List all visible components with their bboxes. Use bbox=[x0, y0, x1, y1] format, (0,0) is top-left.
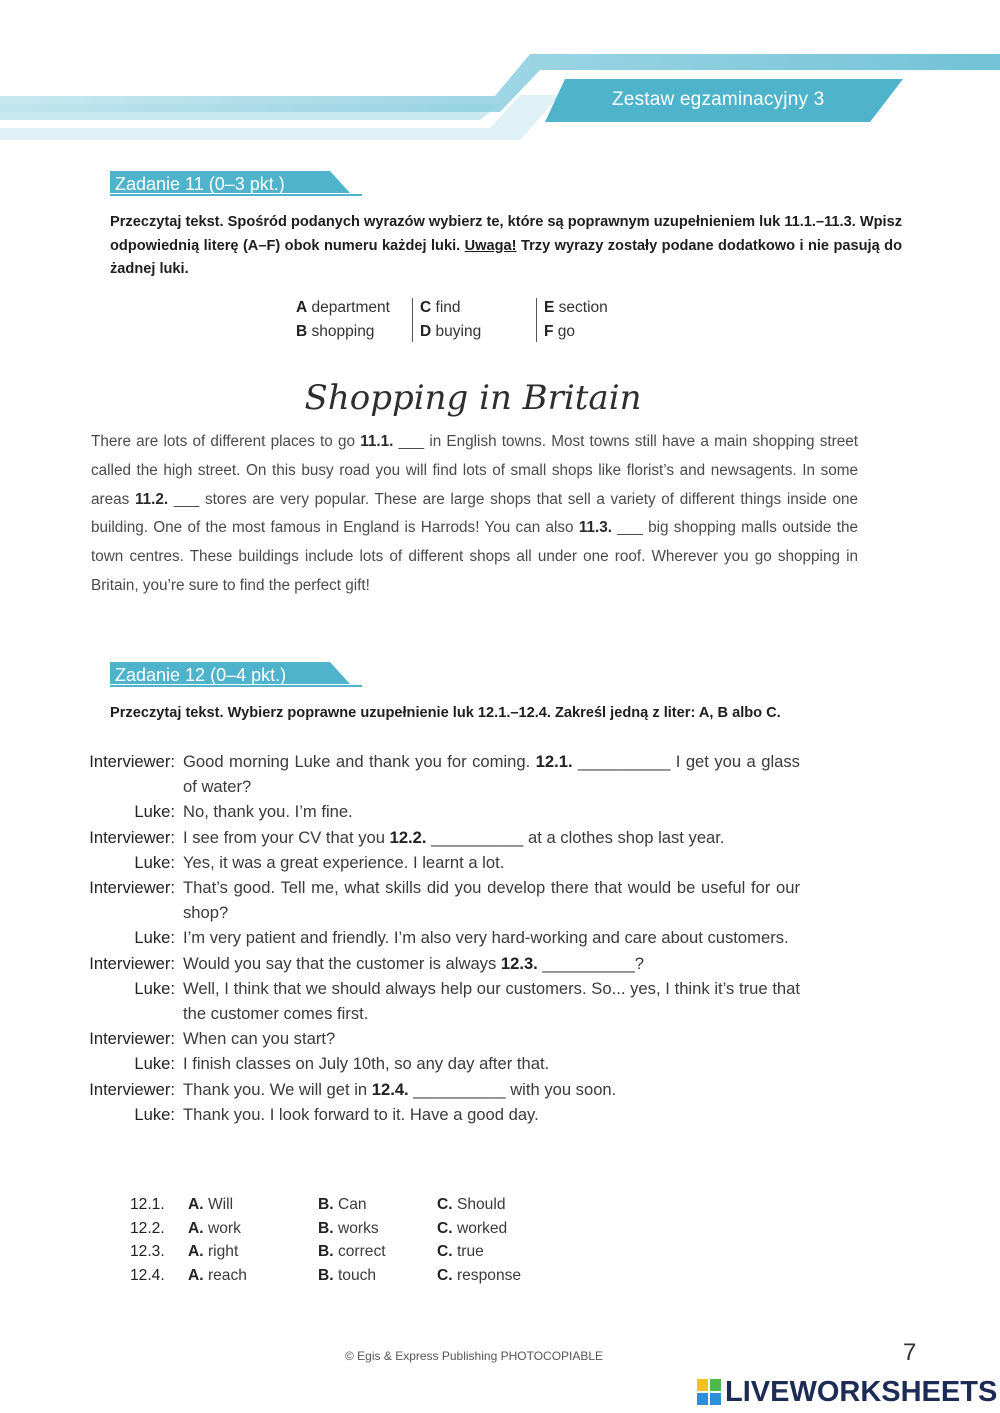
speaker-label: Interviewer: bbox=[89, 1029, 175, 1049]
dialogue-line bbox=[0, 1026, 800, 1051]
answer-options bbox=[130, 1193, 557, 1287]
word-bank-col-2: C find D buying bbox=[420, 299, 482, 340]
dialogue-line bbox=[0, 799, 800, 824]
warning-label: Uwaga! bbox=[464, 237, 517, 254]
task-11-instruction: Przeczytaj tekst. Spośród podanych wyrazów wybierz te, które są poprawnym uzupełnieniem luk 11.1.–11.3. Wpisz odpowiednią literę (A–F) obok numeru każdej luki. Uwaga! Trzy wyrazy zostały podane dodatkowo i nie pasują do żadnej luki. bbox=[110, 214, 902, 277]
dialogue-text: When can you start? bbox=[183, 1029, 336, 1049]
gap-11-1[interactable]: 11.1. bbox=[360, 433, 394, 450]
option-row bbox=[130, 1240, 557, 1264]
option-a[interactable]: A. reach bbox=[188, 1266, 247, 1284]
option-number: 12.3. bbox=[130, 1243, 165, 1260]
word-bank-item: find bbox=[435, 299, 461, 316]
task-11-title: Zadanie 11 (0–3 pkt.) bbox=[115, 174, 285, 194]
speaker-label: Luke: bbox=[134, 802, 175, 822]
dialogue-line bbox=[0, 1077, 800, 1102]
page-number: 7 bbox=[903, 1339, 917, 1366]
dialogue-text: Thank you. I look forward to it. Have a good day. bbox=[183, 1104, 539, 1124]
gap-12-1[interactable]: 12.1. bbox=[535, 752, 573, 771]
option-c[interactable]: C. true bbox=[437, 1243, 484, 1260]
dialogue-line bbox=[0, 850, 800, 875]
option-a[interactable]: A. right bbox=[188, 1243, 239, 1260]
dialogue-line bbox=[0, 1102, 800, 1127]
option-row bbox=[130, 1193, 557, 1217]
dialogue-line bbox=[0, 875, 800, 925]
speaker-label: Luke: bbox=[134, 1104, 175, 1124]
story-title: Shopping in Britain bbox=[304, 378, 642, 418]
liveworksheets-icon bbox=[697, 1379, 721, 1405]
dialogue-text: I finish classes on July 10th, so any day after that. bbox=[183, 1054, 550, 1074]
gap-11-3[interactable]: 11.3. bbox=[578, 519, 613, 537]
word-bank-item: department bbox=[311, 299, 390, 316]
option-b[interactable]: B. works bbox=[318, 1219, 379, 1237]
task-12-tag bbox=[110, 662, 365, 688]
dialogue-text: I see from your CV that you 12.2. __________ at a clothes shop last year. bbox=[183, 827, 725, 847]
speaker-label: Luke: bbox=[134, 928, 175, 948]
option-row bbox=[130, 1264, 557, 1288]
dialogue-text: I’m very patient and friendly. I’m also very hard-working and care about customers. bbox=[183, 928, 789, 948]
speaker-label: Interviewer: bbox=[89, 1079, 175, 1099]
dialogue-text: Well, I think that we should always help our customers. So... yes, I think it’s true that the customer comes first. bbox=[183, 978, 800, 1024]
speaker-label: Luke: bbox=[134, 978, 175, 998]
task-12-instruction: Przeczytaj tekst. Wybierz poprawne uzupełnienie luk 12.1.–12.4. Zakreśl jedną z liter: A, B albo C. bbox=[110, 705, 781, 721]
dialogue-text: That’s good. Tell me, what skills did you develop there that would be useful for our shop? bbox=[183, 878, 800, 923]
dialogue-text: Would you say that the customer is always 12.3. __________? bbox=[183, 953, 644, 973]
dialogue-text: Yes, it was a great experience. I learnt a lot. bbox=[183, 852, 505, 872]
option-c[interactable]: C. worked bbox=[437, 1219, 508, 1237]
dialogue-line bbox=[0, 825, 800, 850]
word-bank-col-3: E section F go bbox=[544, 299, 608, 340]
word-bank-item: buying bbox=[435, 322, 482, 340]
option-b[interactable]: B. touch bbox=[318, 1266, 377, 1284]
gap-11-2[interactable]: 11.2. bbox=[134, 490, 169, 508]
copyright-notice: © Egis & Express Publishing PHOTOCOPIABLE bbox=[345, 1349, 604, 1363]
option-a[interactable]: A. work bbox=[188, 1219, 241, 1237]
story-text: There are lots of different places to go 11.1. ___ in English towns. Most towns still have a main shopping street called the high street. On this busy road you will find lots of small shops like florist’s and newsagents. In some areas 11.2. ___ stores are very popular. These are large shops that sell a variety of different things inside one building. One of the most famous in England is Harrods! You can also 11.3. ___ big shopping malls outside the town centres. These buildings include lots of different shops all under one roof. Wherever you go shopping in Britain, you’re sure to find the perfect gift! bbox=[91, 433, 858, 594]
word-bank-col-1: A department B shopping bbox=[296, 299, 390, 340]
liveworksheets-logo[interactable] bbox=[697, 1376, 997, 1408]
header-banner bbox=[0, 0, 1000, 150]
word-bank-divider bbox=[536, 298, 537, 342]
dialogue-line bbox=[0, 1051, 800, 1076]
dialogue bbox=[0, 749, 800, 1127]
task-12-title: Zadanie 12 (0–4 pkt.) bbox=[115, 665, 287, 685]
dialogue-text: Thank you. We will get in 12.4. __________ with you soon. bbox=[183, 1079, 617, 1099]
speaker-label: Interviewer: bbox=[89, 953, 175, 973]
dialogue-line bbox=[0, 976, 800, 1026]
dialogue-text: Good morning Luke and thank you for coming. 12.1. __________ I get you a glass of water? bbox=[183, 752, 800, 797]
gap-12-4[interactable]: 12.4. bbox=[371, 1079, 409, 1099]
dialogue-text: No, thank you. I’m fine. bbox=[183, 802, 353, 822]
option-row bbox=[130, 1217, 557, 1241]
gap-12-3[interactable]: 12.3. bbox=[500, 953, 538, 973]
speaker-label: Interviewer: bbox=[89, 878, 175, 898]
word-bank-item: go bbox=[557, 322, 576, 340]
option-c[interactable]: C. response bbox=[437, 1266, 522, 1284]
dialogue-line bbox=[0, 925, 800, 950]
speaker-label: Interviewer: bbox=[89, 827, 175, 847]
word-bank-item: shopping bbox=[311, 322, 375, 340]
word-bank-divider bbox=[412, 298, 413, 342]
gap-12-2[interactable]: 12.2. bbox=[389, 827, 427, 847]
speaker-label: Interviewer: bbox=[89, 752, 175, 771]
option-c[interactable]: C. Should bbox=[437, 1196, 506, 1213]
task-11-tag bbox=[110, 171, 365, 197]
option-b[interactable]: B. correct bbox=[318, 1243, 386, 1260]
dialogue-line bbox=[0, 951, 800, 976]
option-number: 12.1. bbox=[130, 1196, 165, 1213]
header-title: Zestaw egzaminacyjny 3 bbox=[612, 89, 825, 110]
word-bank-item: section bbox=[558, 299, 608, 316]
option-number: 12.2. bbox=[130, 1219, 165, 1237]
option-b[interactable]: B. Can bbox=[318, 1196, 367, 1213]
speaker-label: Luke: bbox=[134, 1054, 175, 1074]
liveworksheets-text: LIVEWORKSHEETS bbox=[725, 1375, 998, 1408]
dialogue-line bbox=[0, 749, 800, 799]
option-number: 12.4. bbox=[130, 1266, 165, 1284]
option-a[interactable]: A. Will bbox=[188, 1196, 234, 1213]
speaker-label: Luke: bbox=[134, 852, 175, 872]
